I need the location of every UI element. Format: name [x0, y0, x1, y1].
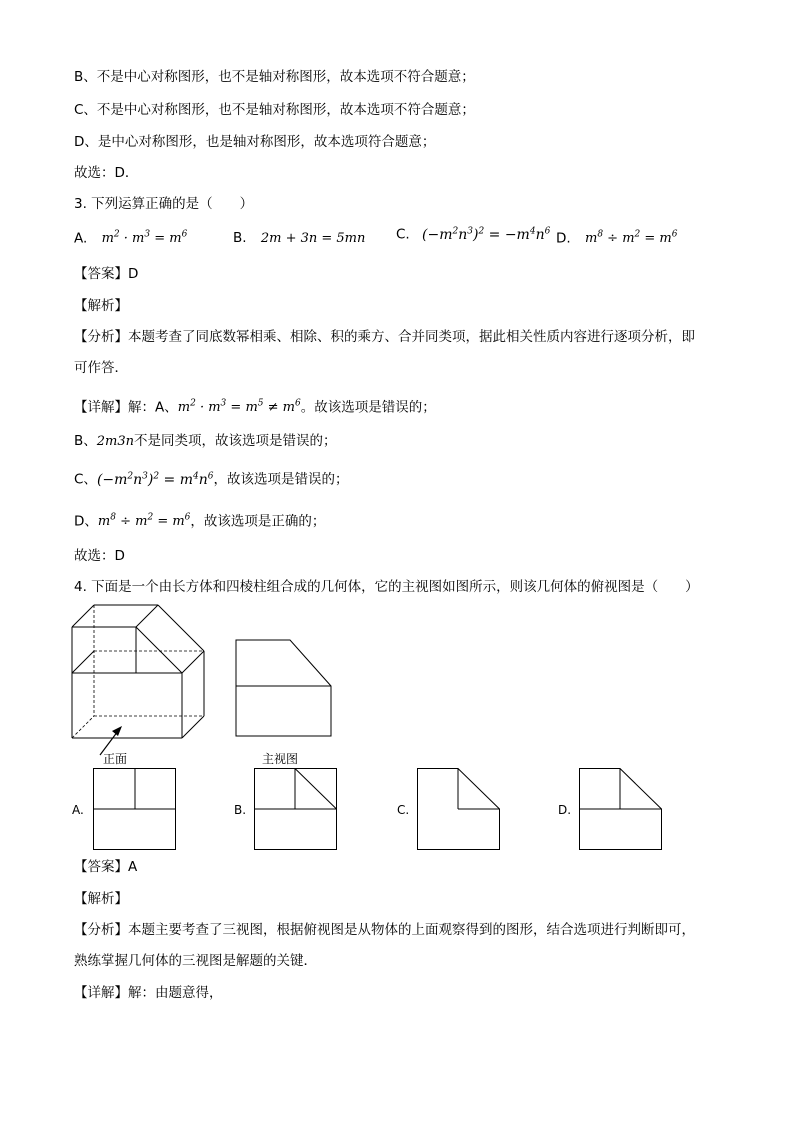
q4-option-d-label: D.: [558, 803, 572, 817]
answer-q3: 【答案】D: [74, 266, 139, 282]
detail-q3-a-prefix: 【详解】解：A、: [74, 399, 178, 416]
composite-solid-figure: [68, 600, 213, 766]
detail-q3-c-prefix: C、: [74, 471, 97, 488]
detail-q3-c-formula: $(-m^2n^3)^2 = m^4n^6$: [96, 471, 214, 488]
detail-q3-a: [74, 395, 436, 417]
detail-q3-b-suffix: 不是同类项，故该选项是错误的；: [134, 433, 337, 449]
detail-q3-d-suffix: ，故该选项是正确的；: [190, 513, 326, 530]
question-4-stem: 4. 下面是一个由长方体和四棱柱组合成的几何体，它的主视图如图所示，则该几何体的俯视图是（ ）: [74, 579, 699, 595]
detail-q3-c-suffix: ，故该选项是错误的；: [213, 471, 349, 488]
q4-option-d-figure: [578, 767, 664, 853]
detail-q3-b-prefix: B、: [74, 433, 97, 449]
q3-option-a-formula: $m^2 \cdot m^3 = m^6$: [101, 230, 188, 247]
q3-option-b-formula: 2m + 3n = 5mn: [260, 231, 366, 246]
q3-option-a: [74, 230, 187, 246]
answer-choice-q2: 故选：D．: [74, 165, 139, 181]
jiexi-heading-q3: 【解析】: [74, 298, 128, 314]
jiexi-heading-q4: 【解析】: [74, 891, 128, 907]
q4-option-a-figure: [92, 767, 178, 853]
analysis-q3-line2: 可作答．: [74, 360, 128, 376]
q3-option-c-formula: $(-m^2n^3)^2 = -m^4n^6$: [422, 226, 551, 243]
q3-option-d-formula: $m^8 \div m^2 = m^6$: [584, 230, 678, 247]
detail-q3-d-formula: $m^8 \div m^2 = m^6$: [97, 513, 191, 530]
front-label: 正面: [103, 752, 128, 766]
q3-option-d-label: D.: [556, 230, 571, 247]
q3-option-b-label: B.: [233, 230, 247, 246]
detail-q3-b-expr: 2m3n: [96, 434, 135, 449]
detail-q3-d-prefix: D、: [74, 513, 98, 530]
analysis-q4-line2: 熟练掌握几何体的三视图是解题的关键．: [74, 953, 317, 969]
option-c-analysis: C、不是中心对称图形，也不是轴对称图形，故本选项不符合题意；: [74, 102, 475, 118]
analysis-q3-line1: 【分析】本题考查了同底数幂相乘、相除、积的乘方、合并同类项，据此相关性质内容进行逐项分析，即: [74, 329, 695, 345]
main-view-label: 主视图: [262, 752, 299, 766]
q3-option-c: [396, 226, 550, 243]
detail-q4: 【详解】解：由题意得，: [74, 985, 223, 1001]
q3-option-d: [556, 230, 677, 246]
main-view-figure: [234, 638, 334, 738]
detail-q3-a-formula: $m^2 \cdot m^3 = m^5 \ne m^6$: [177, 399, 301, 416]
option-d-analysis: D、是中心对称图形，也是轴对称图形，故本选项符合题意；: [74, 134, 436, 150]
detail-q3-a-suffix: 。故该选项是错误的；: [300, 399, 436, 416]
q4-option-a-label: A.: [72, 803, 84, 817]
q3-option-c-label: C.: [396, 226, 410, 243]
q4-option-c-label: C.: [397, 803, 410, 817]
q3-option-a-label: A.: [74, 230, 88, 247]
question-3-stem: 3. 下列运算正确的是（ ）: [74, 196, 254, 212]
q3-option-b: [233, 230, 365, 246]
detail-q3-b: [74, 432, 337, 451]
q4-option-b-figure: [253, 767, 339, 853]
q4-option-b-label: B.: [234, 803, 247, 817]
detail-q3-c: [74, 467, 349, 489]
q4-option-c-figure: [416, 767, 502, 853]
detail-q3-d: [74, 509, 325, 531]
option-b-analysis: B、不是中心对称图形，也不是轴对称图形，故本选项不符合题意；: [74, 69, 475, 85]
analysis-q4-line1: 【分析】本题主要考查了三视图，根据俯视图是从物体的上面观察得到的图形，结合选项进行判断即可，: [74, 922, 695, 938]
answer-q4: 【答案】A: [74, 859, 138, 875]
answer-choice-q3: 故选：D: [74, 548, 125, 564]
